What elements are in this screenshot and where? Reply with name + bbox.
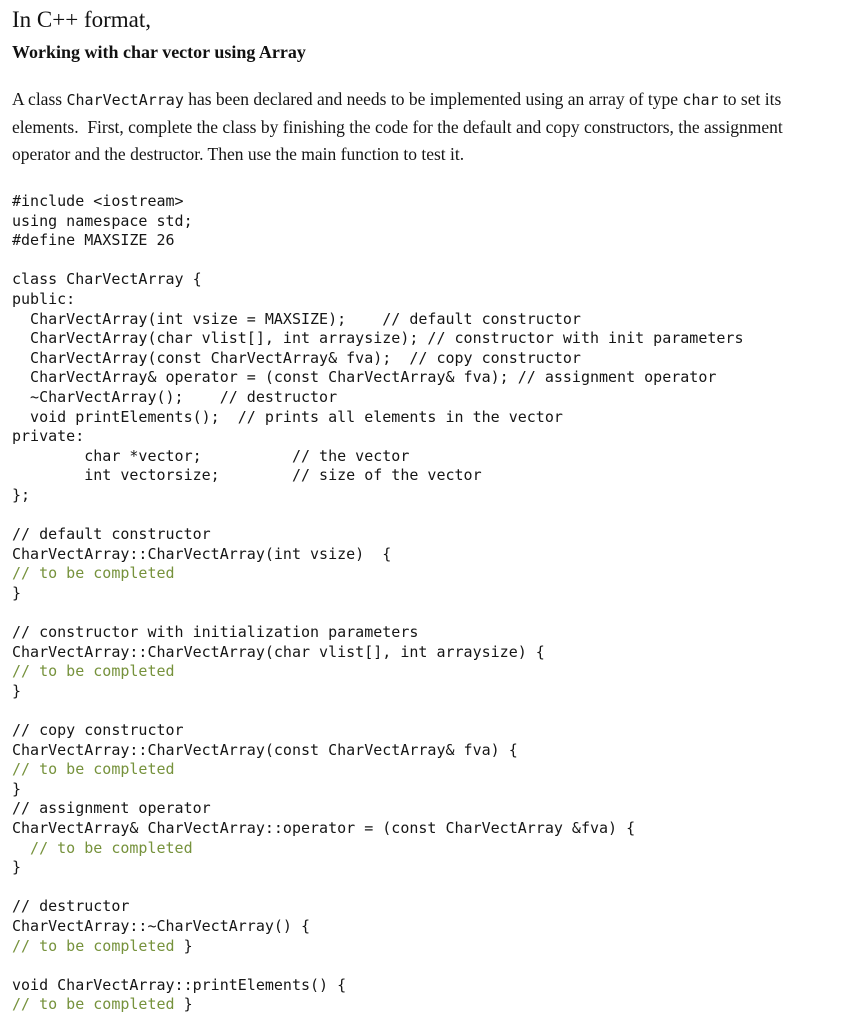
code-line: [12, 956, 838, 976]
code-line: [12, 506, 838, 526]
code-segment: // constructor with initialization parameters: [12, 623, 419, 642]
code-segment: // destructor: [12, 897, 130, 916]
page-subtitle: Working with char vector using Array: [12, 42, 306, 62]
code-segment: // default constructor: [12, 525, 211, 544]
code-segment: CharVectArray& CharVectArray::operator = (const CharVectArray &fva) {: [12, 819, 636, 837]
code-segment: };: [12, 485, 31, 504]
code-line: [12, 603, 838, 623]
code-line: [12, 858, 838, 878]
code-segment: class CharVectArray {: [12, 270, 202, 289]
code-segment: CharVectArray(const CharVectArray& fva); // copy constructor: [12, 348, 581, 367]
code-line: [12, 466, 838, 486]
code-line: [12, 721, 838, 741]
code-line: [12, 662, 838, 682]
code-line: [12, 212, 838, 232]
code-segment: }: [174, 936, 193, 955]
todo-comment: // to be completed: [12, 838, 193, 857]
code-segment: int vectorsize; // size of the vector: [12, 466, 482, 485]
code-line: [12, 231, 838, 251]
code-segment: CharVectArray::~CharVectArray() {: [12, 916, 311, 935]
code-line: [12, 564, 838, 584]
code-segment: CharVectArray::CharVectArray(char vlist[], int arraysize) {: [12, 642, 545, 661]
code-segment: }: [12, 681, 22, 700]
code-segment: CharVectArray(char vlist[], int arraysize); // constructor with init parameters: [12, 329, 744, 348]
code-line: [12, 525, 838, 545]
code-line: [12, 917, 838, 937]
code-segment: // assignment operator: [12, 799, 211, 818]
intro-text: A class: [12, 89, 67, 109]
code-line: [12, 799, 838, 819]
code-listing: [12, 192, 838, 1015]
todo-comment: // to be completed: [12, 760, 175, 779]
intro-text: has been declared and needs to be implemented using an array of type: [183, 89, 683, 109]
code-segment: #define MAXSIZE 26: [12, 231, 175, 250]
code-line: [12, 584, 838, 604]
code-line: [12, 349, 838, 369]
code-line: [12, 427, 838, 447]
code-segment: #include <iostream>: [12, 192, 184, 210]
code-line: [12, 290, 838, 310]
code-line: [12, 623, 838, 643]
code-segment: }: [12, 583, 22, 602]
code-line: [12, 408, 838, 428]
code-segment: }: [12, 779, 22, 798]
code-segment: CharVectArray::CharVectArray(int vsize) {: [12, 544, 392, 563]
intro-code-token: CharVectArray: [66, 91, 184, 109]
intro-code-token: char: [682, 91, 719, 109]
code-segment: ~CharVectArray(); // destructor: [12, 387, 338, 406]
code-segment: }: [12, 858, 22, 877]
code-line: [12, 643, 838, 663]
code-line: [12, 368, 838, 388]
code-segment: CharVectArray(int vsize = MAXSIZE); // default constructor: [12, 309, 581, 328]
todo-comment: // to be completed: [12, 662, 175, 681]
page-title: In C++ format,: [12, 7, 151, 32]
intro-text: to set its elements. First, complete the class by finishing the code for the default and copy constructors, the assignment operator and the destructor. Then use the main function to test it.: [12, 89, 788, 164]
code-line: [12, 897, 838, 917]
code-line: [12, 310, 838, 330]
code-line: [12, 545, 838, 565]
code-line: [12, 937, 838, 957]
code-line: [12, 447, 838, 467]
code-line: [12, 780, 838, 800]
code-line: [12, 839, 838, 859]
code-segment: void printElements(); // prints all elements in the vector: [12, 407, 563, 426]
code-line: [12, 682, 838, 702]
code-segment: public:: [12, 289, 76, 308]
code-line: [12, 701, 838, 721]
code-line: [12, 878, 838, 898]
code-line: [12, 819, 838, 839]
code-line: [12, 995, 838, 1015]
code-line: [12, 251, 838, 271]
code-line: [12, 976, 838, 996]
code-line: [12, 388, 838, 408]
code-line: [12, 329, 838, 349]
code-segment: CharVectArray::CharVectArray(const CharVectArray& fva) {: [12, 740, 518, 759]
code-line: [12, 741, 838, 761]
code-segment: }: [174, 995, 193, 1014]
todo-comment: // to be completed: [12, 936, 175, 955]
todo-comment: // to be completed: [12, 564, 175, 583]
code-segment: void CharVectArray::printElements() {: [12, 975, 347, 994]
todo-comment: // to be completed: [12, 995, 175, 1014]
code-segment: CharVectArray& operator = (const CharVectArray& fva); // assignment operator: [12, 368, 717, 387]
intro-paragraph: [12, 86, 838, 168]
code-line: [12, 270, 838, 290]
code-segment: // copy constructor: [12, 721, 184, 740]
code-line: [12, 192, 838, 212]
code-segment: char *vector; // the vector: [12, 446, 410, 465]
code-line: [12, 760, 838, 780]
code-segment: private:: [12, 427, 85, 446]
code-segment: using namespace std;: [12, 211, 193, 230]
code-line: [12, 486, 838, 506]
